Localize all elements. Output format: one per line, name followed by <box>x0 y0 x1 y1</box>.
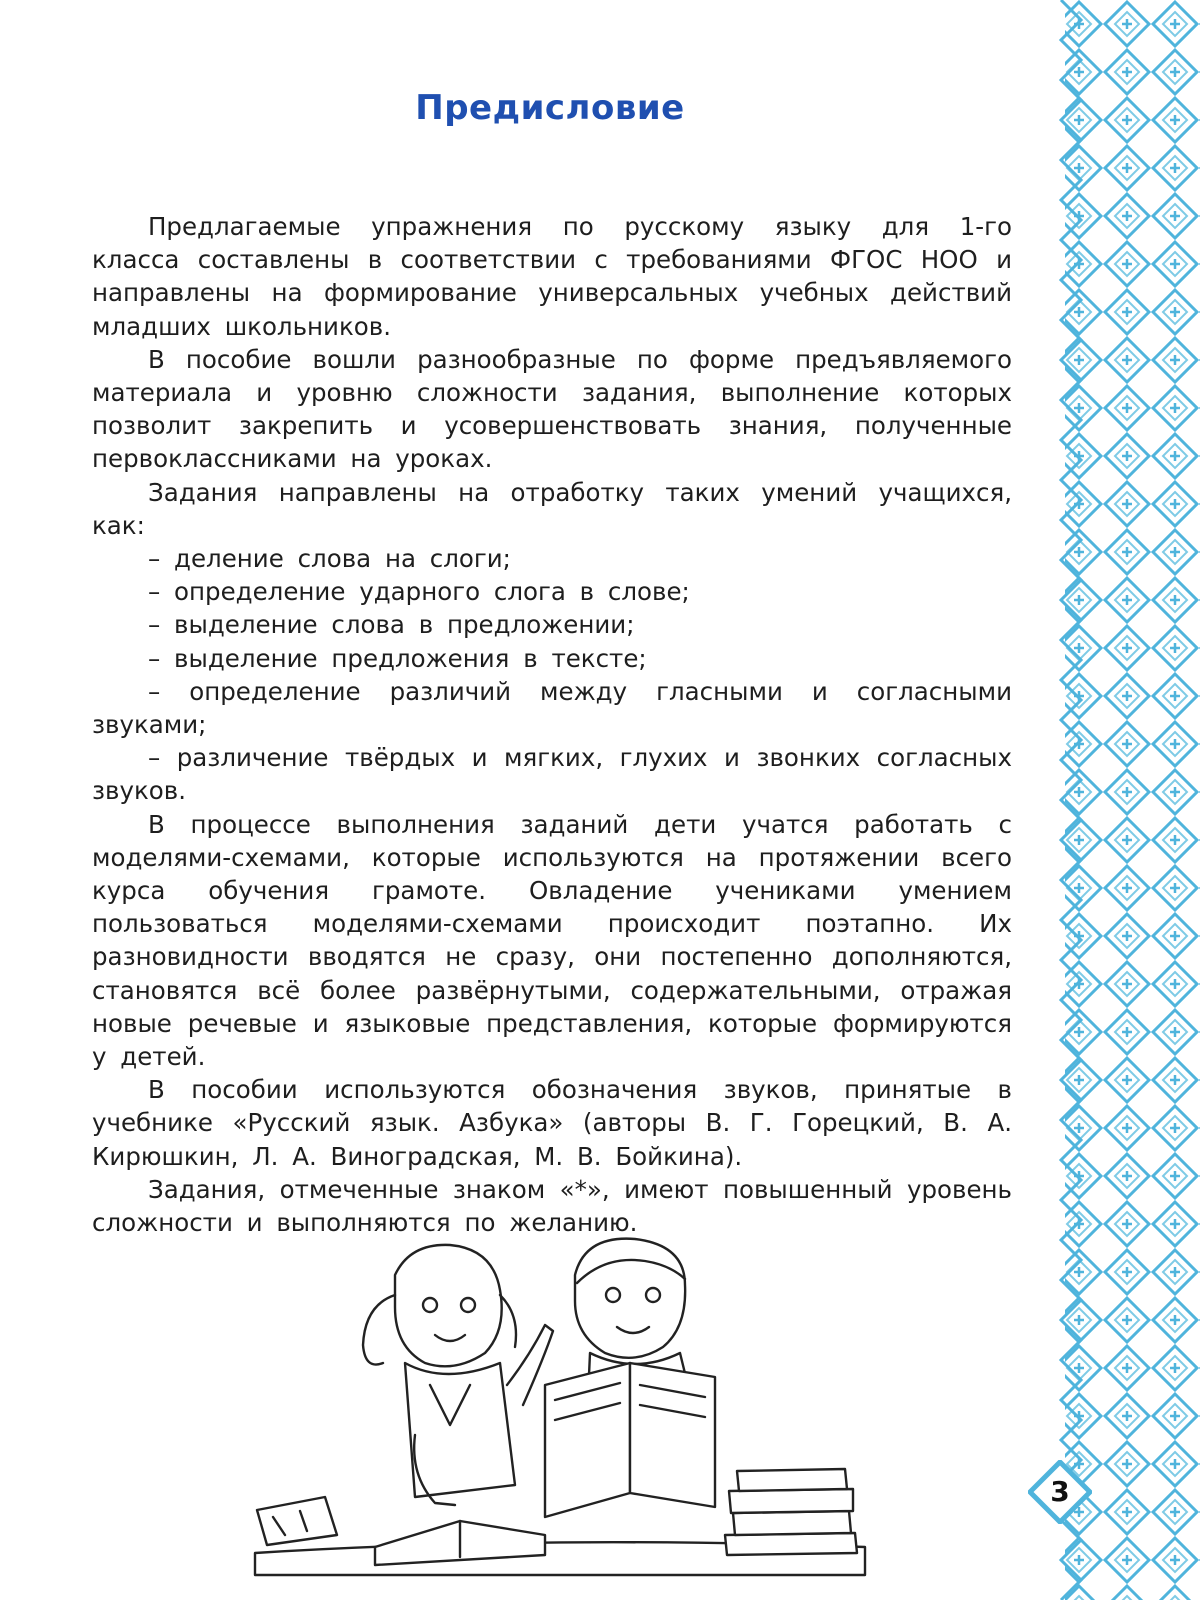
preface-text <box>92 210 1012 1239</box>
skills-list <box>92 542 1012 808</box>
paragraph-intro: Предлагаемые упражнения по русскому языку для 1-го класса составлены в соответствии с требованиями ФГОС НОО и направлены на формирование универсальных учебных действий младших школьников. <box>92 212 1012 341</box>
children-reading-illustration <box>245 1235 875 1580</box>
page-number: 3 <box>1050 1475 1070 1508</box>
list-item: – определение различий между гласными и согласными звуками; <box>92 676 1012 740</box>
ornament-border <box>1055 0 1200 1600</box>
paragraph-models: В процессе выполнения заданий дети учатся работать с моделями-схемами, которые используются на протяжении всего курса обучения грамоте. Овладение учениками умением пользоваться моделями-схемами происходит поэтапно. Их разновидности вводятся не сразу, они постепенно дополняются, становятся всё более развёрнутыми, содержательными, отражая новые речевые и языковые представления, которые формируются у детей. <box>92 809 1012 1072</box>
list-item: – деление слова на слоги; <box>148 544 511 574</box>
paragraph-notation: В пособии используются обозначения звуков, принятые в учебнике «Русский язык. Азбука» (авторы В. Г. Горецкий, В. А. Кирюшкин, Л. А. Виноградская, М. В. Бойкина). <box>92 1075 1012 1171</box>
paragraph-difficulty: Задания, отмеченные знаком «*», имеют повышенный уровень сложности и выполняются по желанию. <box>92 1174 1012 1238</box>
list-item: – выделение предложения в тексте; <box>148 643 647 673</box>
list-item: – выделение слова в предложении; <box>148 610 635 640</box>
paragraph-contents: В пособие вошли разнообразные по форме предъявляемого материала и уровню сложности задания, выполнение которых позволит закрепить и усовершенствовать знания, полученные первоклассниками на уроках. <box>92 344 1012 474</box>
list-item: – различение твёрдых и мягких, глухих и звонких согласных звуков. <box>92 743 1012 806</box>
list-item: – определение ударного слога в слове; <box>148 577 690 607</box>
page-title: Предисловие <box>415 88 685 128</box>
paragraph-skills-intro: Задания направлены на отработку таких умений учащихся, как: <box>92 477 1012 540</box>
